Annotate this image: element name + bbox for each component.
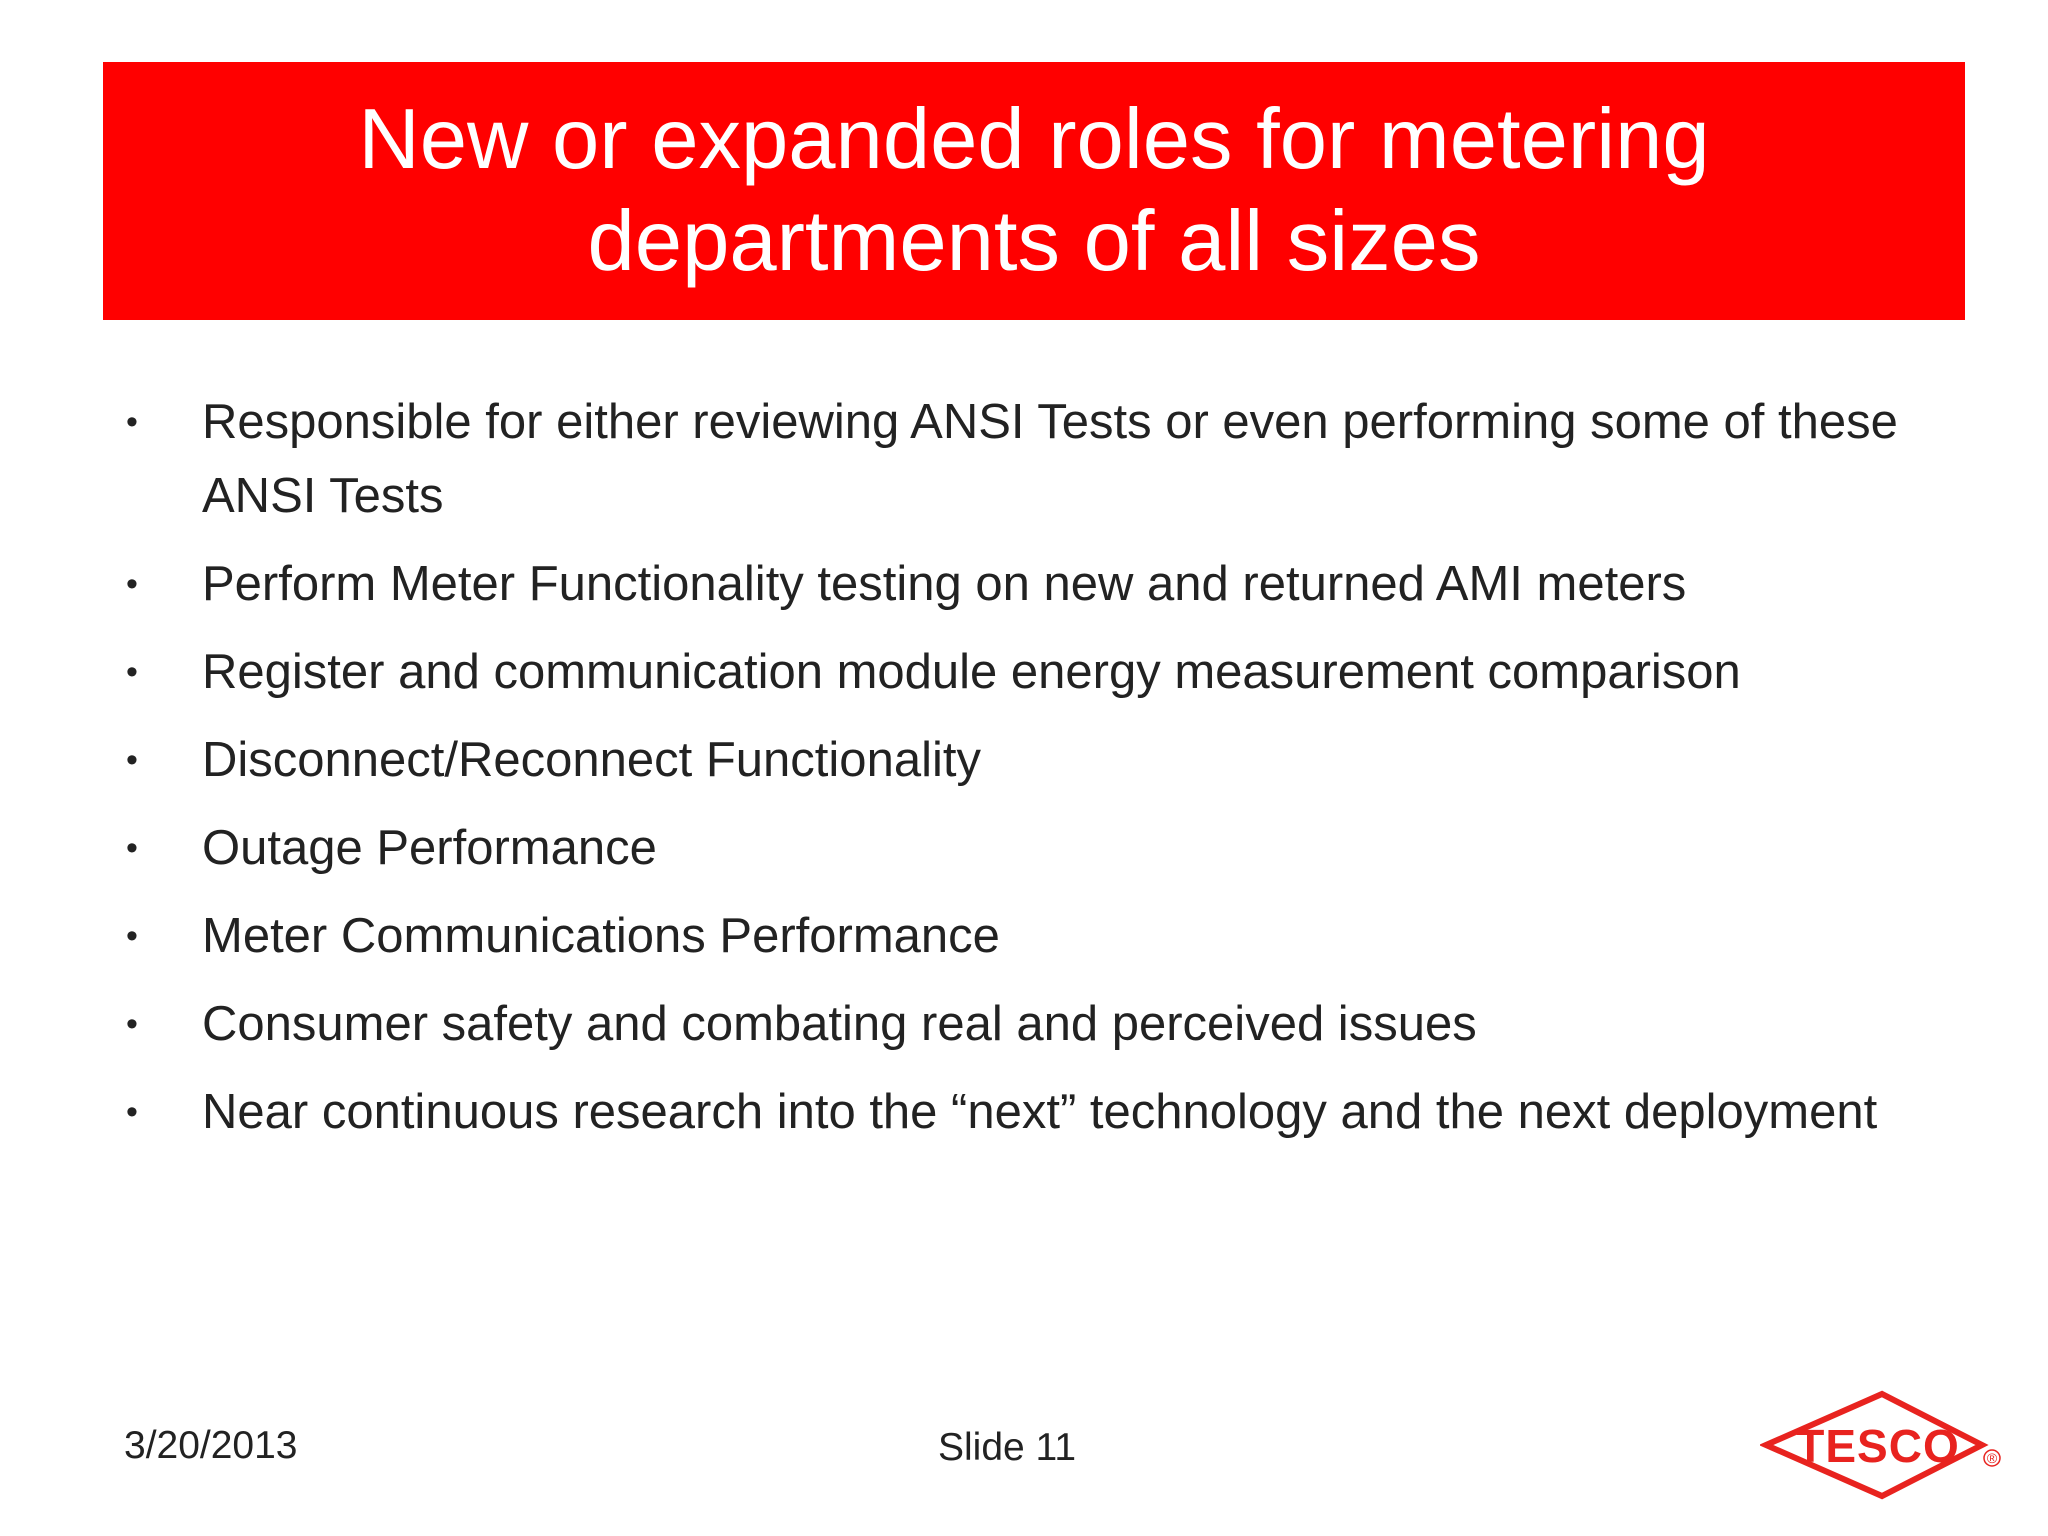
bullet-item <box>120 547 1920 621</box>
bullet-item <box>120 899 1920 973</box>
bullet-icon: • <box>126 917 138 955</box>
tesco-logo-icon <box>1760 1388 2004 1502</box>
bullet-icon: • <box>126 1093 138 1131</box>
bullet-text: Near continuous research into the “next” technology and the next deployment <box>202 1085 1878 1139</box>
bullet-item <box>120 385 1920 533</box>
bullet-item <box>120 635 1920 709</box>
bullet-item <box>120 1075 1920 1149</box>
bullet-text: Perform Meter Functionality testing on new and returned AMI meters <box>202 557 1687 611</box>
bullet-list <box>120 385 1920 1163</box>
title-banner <box>103 62 1965 320</box>
bullet-text: Meter Communications Performance <box>202 909 1000 963</box>
bullet-icon: • <box>126 741 138 779</box>
bullet-item <box>120 723 1920 797</box>
bullet-text: Outage Performance <box>202 821 657 875</box>
bullet-icon: • <box>126 403 138 441</box>
bullet-icon: • <box>126 1005 138 1043</box>
bullet-icon: • <box>126 653 138 691</box>
slide-number: Slide 11 <box>938 1426 1077 1469</box>
bullet-text: Disconnect/Reconnect Functionality <box>202 733 981 787</box>
bullet-icon: • <box>126 565 138 603</box>
bullet-item <box>120 811 1920 885</box>
bullet-text: Register and communication module energy measurement comparison <box>202 645 1741 699</box>
bullet-text: Responsible for either reviewing ANSI Tests or even performing some of these ANSI Tests <box>202 395 1898 523</box>
footer-date: 3/20/2013 <box>124 1424 298 1467</box>
bullet-icon: • <box>126 829 138 867</box>
bullet-item <box>120 987 1920 1061</box>
slide-title: New or expanded roles for metering departments of all sizes <box>358 92 1710 289</box>
logo-text: TESCO <box>1796 1420 1960 1472</box>
registered-mark: ® <box>1986 1450 1998 1466</box>
bullet-text: Consumer safety and combating real and perceived issues <box>202 997 1477 1051</box>
